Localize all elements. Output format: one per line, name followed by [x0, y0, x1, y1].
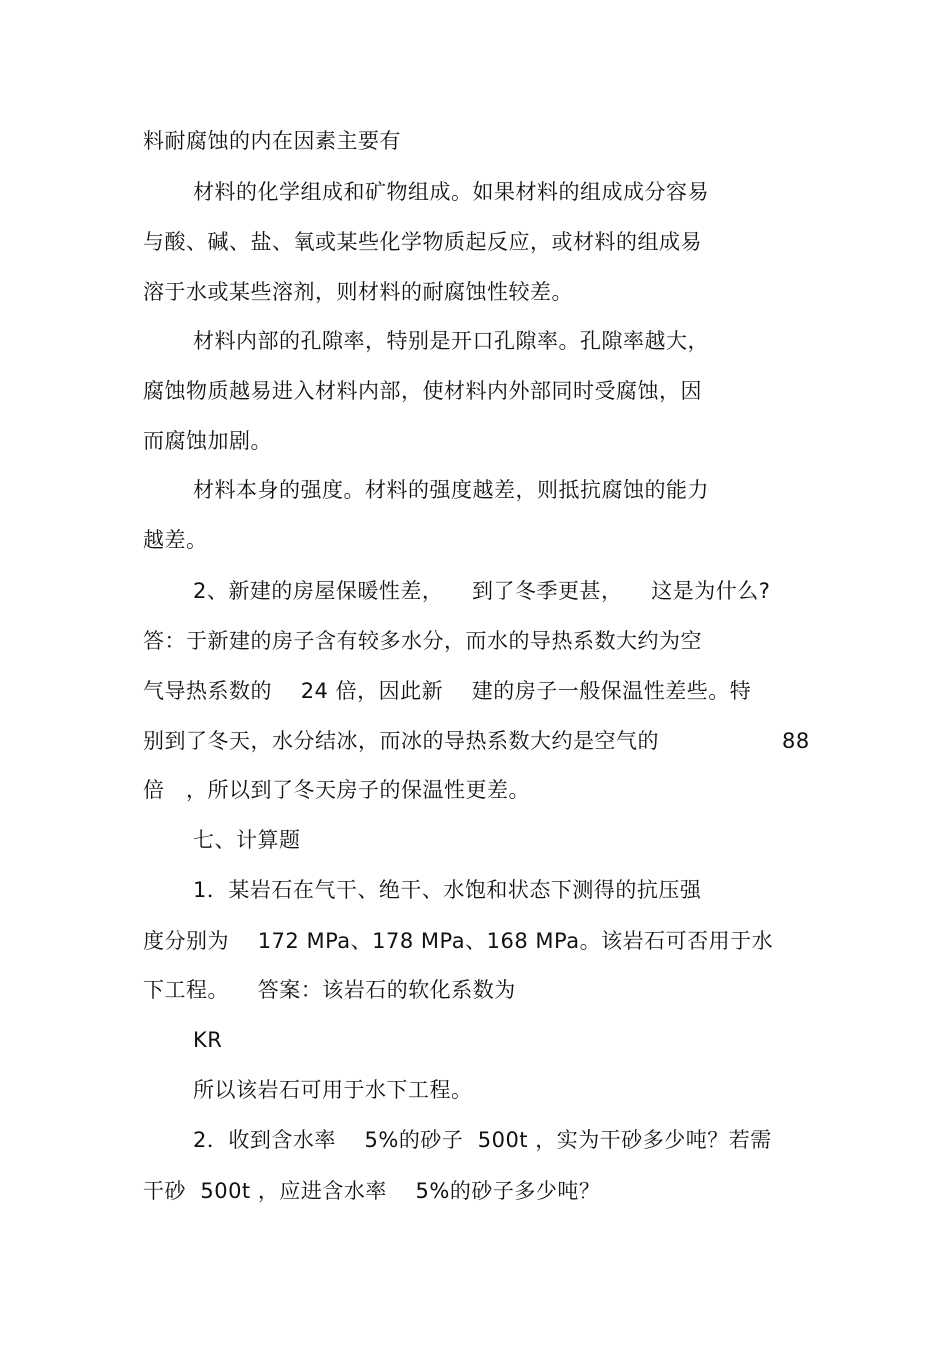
- text-line: 料耐腐蚀的内在因素主要有: [143, 129, 401, 153]
- text-line: 别到了冬天，水分结冰，而冰的导热系数大约是空气的: [143, 729, 659, 753]
- formula-label: KR: [193, 1028, 223, 1052]
- section-heading: 七、计算题: [193, 828, 301, 852]
- text-number: 88: [782, 729, 810, 753]
- question-heading: 2、新建的房屋保暖性差， 到了冬季更甚， 这是为什么?: [193, 579, 771, 603]
- text-line: 倍 ，所以到了冬天房子的保温性更差。: [143, 778, 531, 802]
- text-line: 与酸、碱、盐、氧或某些化学物质起反应，或材料的组成易: [143, 230, 702, 254]
- text-line: 腐蚀物质越易进入材料内部，使材料内外部同时受腐蚀，因: [143, 379, 702, 403]
- text-line: 材料本身的强度。材料的强度越差，则抵抗腐蚀的能力: [193, 478, 709, 502]
- text-line: 越差。: [143, 528, 208, 552]
- text-line: 答：于新建的房子含有较多水分，而水的导热系数大约为空: [143, 629, 702, 653]
- text-line: 下工程。 答案：该岩石的软化系数为: [143, 978, 516, 1002]
- text-line: 材料内部的孔隙率，特别是开口孔隙率。孔隙率越大，: [193, 329, 709, 353]
- text-line: 而腐蚀加剧。: [143, 429, 272, 453]
- question-heading: 1．某岩石在气干、绝干、水饱和状态下测得的抗压强: [193, 878, 702, 902]
- text-line: 度分别为 172 MPa、178 MPa、168 MPa。该岩石可否用于水: [143, 929, 774, 953]
- question-heading: 2．收到含水率 5%的砂子 500t ，实为干砂多少吨？若需: [193, 1128, 772, 1152]
- text-line: 溶于水或某些溶剂，则材料的耐腐蚀性较差。: [143, 280, 573, 304]
- text-line: 干砂 500t ，应进含水率 5%的砂子多少吨？: [143, 1179, 601, 1203]
- text-line: 所以该岩石可用于水下工程。: [193, 1078, 473, 1102]
- text-line: 气导热系数的 24 倍，因此新 建的房子一般保温性差些。特: [143, 679, 752, 703]
- text-line: 材料的化学组成和矿物组成。如果材料的组成成分容易: [193, 180, 709, 204]
